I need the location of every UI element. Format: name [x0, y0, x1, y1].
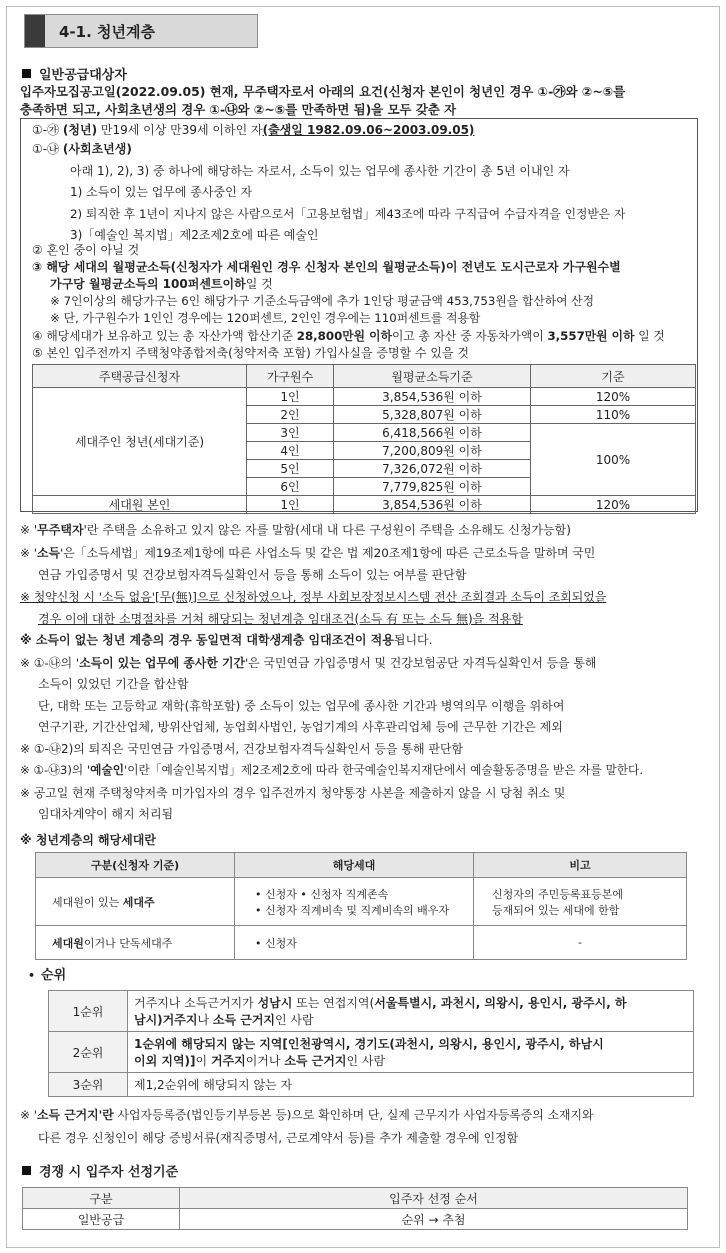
condition-2: ② 혼인 중이 아닐 것: [32, 243, 140, 257]
table-row: [33, 388, 696, 406]
rank-note-line1: ※ '소득 근거지'란 사업자등록증(법인등기부등본 등)으로 확인하며 단, 실제 근무지가 사업자등록증의 소재지와: [20, 1108, 594, 1122]
condition-1b-item2: 2) 퇴직한 후 1년이 지나지 않은 사람으로서「고용보험법」제43조에 따라 구직급여 수급자격을 인정받은 자: [70, 207, 626, 221]
note-no-income-line1: ※ 청약신청 시 '소득 없음'[무(無)]으로 신청하였으나, 정부 사회보장정보시스템 전산 조회결과 소득이 조회되었을: [20, 590, 607, 604]
condition-3-line1: ③ 해당 세대의 월평균소득(신청자가 세대원인 경우 신청자 본인의 월평균소득)이 전년도 도시근로자 가구원수별: [32, 260, 621, 274]
note-homeless: ※ '무주택자'란 주택을 소유하고 있지 않은 자를 말함(세대 내 다른 구성원이 주택을 소유해도 신청가능함): [20, 523, 571, 537]
table-header-row: [33, 365, 696, 388]
square-bullet-icon: [22, 1166, 31, 1175]
standard-cell: 110%: [531, 406, 696, 424]
table-header-row: [23, 1188, 688, 1209]
intro-line2: 충족하면 되고, 사회초년생의 경우 ①-㉯와 ②~⑤를 만족하면 됨)을 모두 갖춘 자: [20, 102, 457, 117]
condition-1b-item3: 3)「예술인 복지법」제2조제2호에 따른 예술인: [70, 228, 319, 242]
condition-3-note2: ※ 단, 가구원수가 1인인 경우에는 120퍼센트, 2인인 경우에는 110퍼센트를 적용함: [50, 311, 481, 325]
table-row: [49, 1073, 694, 1097]
rank-1-label: 1순위: [49, 991, 128, 1032]
income-cell: 6,418,566원 이하: [334, 424, 531, 442]
rank-heading: • 순위: [28, 968, 67, 983]
selection-table: [22, 1187, 688, 1230]
rank-3-label: 3순위: [49, 1073, 128, 1097]
header-type: 구분: [23, 1188, 180, 1209]
members-cell: 1인: [247, 388, 334, 406]
table-row: [36, 926, 687, 960]
header-category: 구분(신청자 기준): [36, 853, 235, 878]
standard-cell-merged: 100%: [531, 424, 696, 496]
rank-note-line2: 다른 경우 신청인이 해당 증빙서류(재직증명서, 근로계약서 등)를 추가 제출할 경우에 인정함: [38, 1131, 519, 1145]
type-cell: 일반공급: [23, 1209, 180, 1230]
members-cell: 1인: [247, 496, 334, 514]
header-applicant: 주택공급신청자: [33, 365, 247, 388]
note-retirement: ※ ①-㉯2)의 퇴직은 국민연금 가입증명서, 건강보험자격득실확인서 등을 통해 판단함: [20, 742, 464, 756]
condition-5: ⑤ 본인 입주전까지 주택청약종합저축(청약저축 포함) 가입사실을 증명할 수 있을 것: [32, 346, 469, 360]
table-row: [23, 1209, 688, 1230]
header-remarks: 비고: [474, 853, 687, 878]
order-cell: 순위 → 추첨: [180, 1209, 688, 1230]
income-standard-table: [32, 364, 696, 514]
income-cell: 3,854,536원 이하: [334, 388, 531, 406]
group-householder: 세대주인 청년(세대기준): [33, 388, 247, 496]
group-member: 세대원 본인: [33, 496, 247, 514]
header-income: 월평균소득기준: [334, 365, 531, 388]
note-no-income-line2: 경우 이에 대한 소명절차를 거쳐 해당되는 청년계층 임대조건(소득 有 또는 소득 無)을 적용함: [38, 612, 523, 626]
remarks-cell: 신청자의 주민등록표등본에 등재되어 있는 세대에 한함: [474, 878, 687, 926]
selection-heading: 경쟁 시 입주자 선정기준: [22, 1161, 178, 1180]
header-order: 입주자 선정 순서: [180, 1188, 688, 1209]
category-householder: 세대원이 있는 세대주: [36, 878, 235, 926]
header-standard: 기준: [531, 365, 696, 388]
condition-4: ④ 해당세대가 보유하고 있는 총 자산가액 합산기준 28,800만원 이하이고 총 자산 중 자동차가액이 3,557만원 이하 일 것: [32, 329, 665, 343]
standard-cell: 120%: [531, 496, 696, 514]
income-cell: 7,200,809원 이하: [334, 442, 531, 460]
members-cell: 2인: [247, 406, 334, 424]
note-work-period-line4: 연구기관, 기간산업체, 방위산업체, 농업회사법인, 농업기계의 사후관리업체 등에 근무한 기간은 제외: [38, 720, 563, 734]
header-household: 해당세대: [235, 853, 474, 878]
header-members: 가구원수: [247, 365, 334, 388]
remarks-cell: -: [474, 926, 687, 960]
intro-line1: 입주자모집공고일(2022.09.05) 현재, 무주택자로서 아래의 요건(신청자 본인이 청년인 경우 ①-㉮와 ②~⑤를: [20, 84, 626, 99]
note-student-condition: ※ 소득이 없는 청년 계층의 경우 동일면적 대학생계층 임대조건이 적용됩니다.: [20, 633, 433, 647]
condition-1b-desc: 아래 1), 2), 3) 중 하나에 해당하는 자로서, 소득이 있는 업무에 종사한 기간이 총 5년 이내인 자: [70, 164, 570, 178]
table-row: [33, 496, 696, 514]
page-title: 4-1. 청년계층: [59, 23, 155, 41]
section-title-box: [24, 14, 258, 48]
table-row: [49, 1032, 694, 1073]
members-cell: 3인: [247, 424, 334, 442]
dot-bullet-icon: •: [28, 969, 36, 982]
rank-table: [48, 990, 694, 1097]
household-cell: • 신청자 • 신청자 직계존속 • 신청자 직계비속 및 직계비속의 배우자: [235, 878, 474, 926]
income-cell: 3,854,536원 이하: [334, 496, 531, 514]
note-artist: ※ ①-㉯3)의 '예술인'이란「예술인복지법」제2조제2호에 따라 한국예술인복지재단에서 예술활동증명을 받은 자를 말한다.: [20, 763, 644, 777]
table-header-row: [36, 853, 687, 878]
household-table: [35, 852, 687, 960]
table-row: [36, 878, 687, 926]
table-row: [49, 991, 694, 1032]
square-bullet-icon: [22, 69, 31, 78]
note-savings-line2: 임대차계약이 해지 처리됨: [38, 807, 174, 821]
condition-3-note1: ※ 7인이상의 해당가구는 6인 해당가구 기준소득금액에 추가 1인당 평균금액 453,753원을 합산하여 산정: [50, 294, 595, 308]
standard-cell: 120%: [531, 388, 696, 406]
note-work-period-line2: 소득이 있었던 기간을 합산함: [38, 677, 189, 691]
members-cell: 4인: [247, 442, 334, 460]
note-work-period-line3: 단, 대학 또는 고등학교 재학(휴학포함) 중 소득이 있는 업무에 종사한 기간과 병역의무 이행을 위하여: [38, 699, 565, 713]
note-work-period-line1: ※ ①-㉯의 '소득이 있는 업무에 종사한 기간'은 국민연금 가입증명서 및 건강보험공단 자격득실확인서 등을 통해: [20, 656, 597, 670]
household-cell: • 신청자: [235, 926, 474, 960]
note-income-line2: 연금 가입증명서 및 건강보험자격득실확인서 등을 통해 소득이 있는 여부를 판단함: [38, 568, 467, 582]
rank-3-desc: 제1,2순위에 해당되지 않는 자: [128, 1073, 694, 1097]
rank-2-desc: 1순위에 해당되지 않는 지역[인천광역시, 경기도(과천시, 의왕시, 용인시, 광주시, 하남시 이외 지역)]이 거주지이거나 소득 근거지인 사람: [128, 1032, 694, 1073]
condition-1a: ①-㉮ (청년) 만19세 이상 만39세 이하인 자(출생일 1982.09.06~2003.09.05): [32, 123, 475, 137]
title-accent-bar: [25, 15, 45, 47]
members-cell: 6인: [247, 478, 334, 496]
condition-3-line2: 가구당 월평균소득의 100퍼센트이하일 것: [50, 277, 273, 291]
household-heading: ※ 청년계층의 해당세대란: [20, 833, 156, 847]
members-cell: 5인: [247, 460, 334, 478]
income-cell: 7,326,072원 이하: [334, 460, 531, 478]
general-heading: 일반공급대상자: [22, 64, 127, 83]
note-income-line1: ※ '소득'은「소득세법」제19조제1항에 따른 사업소득 및 같은 법 제20조제1항에 따른 근로소득을 말하며 국민: [20, 546, 596, 560]
rank-1-desc: 거주지나 소득근거지가 성남시 또는 연접지역(서울특별시, 과천시, 의왕시, 용인시, 광주시, 하 남시)거주지나 소득 근거지인 사람: [128, 991, 694, 1032]
rank-2-label: 2순위: [49, 1032, 128, 1073]
category-member: 세대원이거나 단독세대주: [36, 926, 235, 960]
income-cell: 7,779,825원 이하: [334, 478, 531, 496]
note-savings-line1: ※ 공고일 현재 주택청약저축 미가입자의 경우 입주전까지 청약통장 사본을 제출하지 않을 시 당첨 취소 및: [20, 786, 566, 800]
condition-1b-item1: 1) 소득이 있는 업무에 종사중인 자: [70, 185, 253, 199]
income-cell: 5,328,807원 이하: [334, 406, 531, 424]
condition-1b: ①-㉯ (사회초년생): [32, 142, 132, 156]
